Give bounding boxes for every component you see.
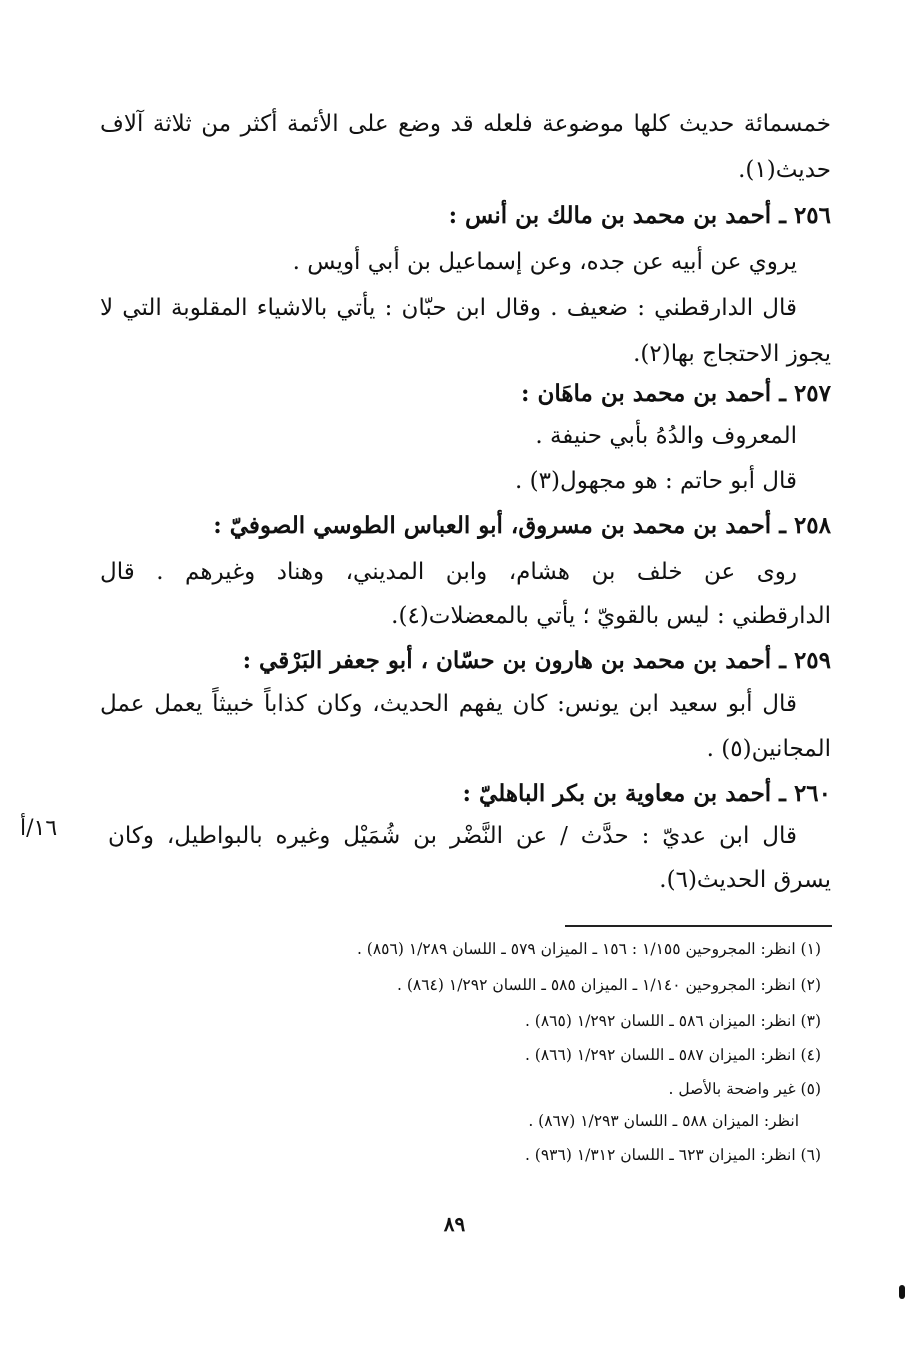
body-line: المجانين(٥) . — [706, 736, 831, 762]
footnote: (٥) غير واضحة بالأصل . — [668, 1080, 821, 1098]
body-line: الدارقطني : ليس بالقويّ ؛ يأتي بالمعضلات(٤). — [391, 603, 831, 629]
body-line: يجوز الاحتجاج بها(٢). — [633, 341, 831, 367]
footnote: (٦) انظر: الميزان ٦٢٣ ـ اللسان ١/٣١٢ (٩٣٦) . — [524, 1146, 821, 1164]
entry-heading-259: ٢٥٩ ـ أحمد بن محمد بن هارون بن حسّان ، أبو جعفر البَرْقي : — [242, 647, 831, 674]
body-line: قال أبو سعيد ابن يونس: كان يفهم الحديث، وكان كذاباً خبيثاً يعمل عمل — [100, 691, 797, 717]
footnote-separator — [565, 925, 832, 927]
footnote: (٣) انظر: الميزان ٥٨٦ ـ اللسان ١/٢٩٢ (٨٦٥) . — [524, 1012, 821, 1030]
page-edge-mark — [899, 1285, 905, 1299]
footnote: (٢) انظر: المجروحين ١/١٤٠ ـ الميزان ٥٨٥ ـ اللسان ١/٢٩٢ (٨٦٤) . — [397, 976, 821, 994]
footnote: (٤) انظر: الميزان ٥٨٧ ـ اللسان ١/٢٩٢ (٨٦٦) . — [524, 1046, 821, 1064]
page-number: ٨٩ — [443, 1212, 466, 1236]
footnote: (١) انظر: المجروحين ١/١٥٥ : ١٥٦ ـ الميزان ٥٧٩ ـ اللسان ١/٢٨٩ (٨٥٦) . — [356, 940, 821, 958]
body-line: المعروف والدُهُ بأبي حنيفة . — [535, 423, 797, 449]
body-line: يروي عن أبيه عن جده، وعن إسماعيل بن أبي أويس . — [292, 249, 797, 275]
entry-heading-260: ٢٦٠ ـ أحمد بن معاوية بن بكر الباهليّ : — [462, 780, 831, 807]
body-line: قال الدارقطني : ضعيف . وقال ابن حبّان : يأتي بالاشياء المقلوبة التي لا — [100, 295, 797, 321]
entry-heading-257: ٢٥٧ ـ أحمد بن محمد بن ماهَان : — [520, 380, 831, 407]
body-line: يسرق الحديث(٦). — [659, 867, 831, 893]
footnote: انظر: الميزان ٥٨٨ ـ اللسان ١/٢٩٣ (٨٦٧) . — [528, 1112, 799, 1130]
body-line: خمسمائة حديث كلها موضوعة فلعله قد وضع على الأئمة أكثر من ثلاثة آلاف — [100, 111, 831, 137]
margin-folio-note: ١٦/أ — [20, 816, 58, 841]
entry-heading-256: ٢٥٦ ـ أحمد بن محمد بن مالك بن أنس : — [448, 202, 831, 229]
body-line: قال ابن عديّ : حدَّث / عن النَّضْر بن شُمَيْل وغيره بالبواطيل، وكان — [108, 823, 797, 849]
entry-heading-258: ٢٥٨ ـ أحمد بن محمد بن مسروق، أبو العباس الطوسي الصوفيّ : — [213, 512, 831, 539]
body-line: قال أبو حاتم : هو مجهول(٣) . — [515, 468, 797, 494]
body-line: روى عن خلف بن هشام، وابن المديني، وهناد وغيرهم . قال — [100, 559, 797, 585]
body-line: حديث(١). — [738, 157, 831, 183]
